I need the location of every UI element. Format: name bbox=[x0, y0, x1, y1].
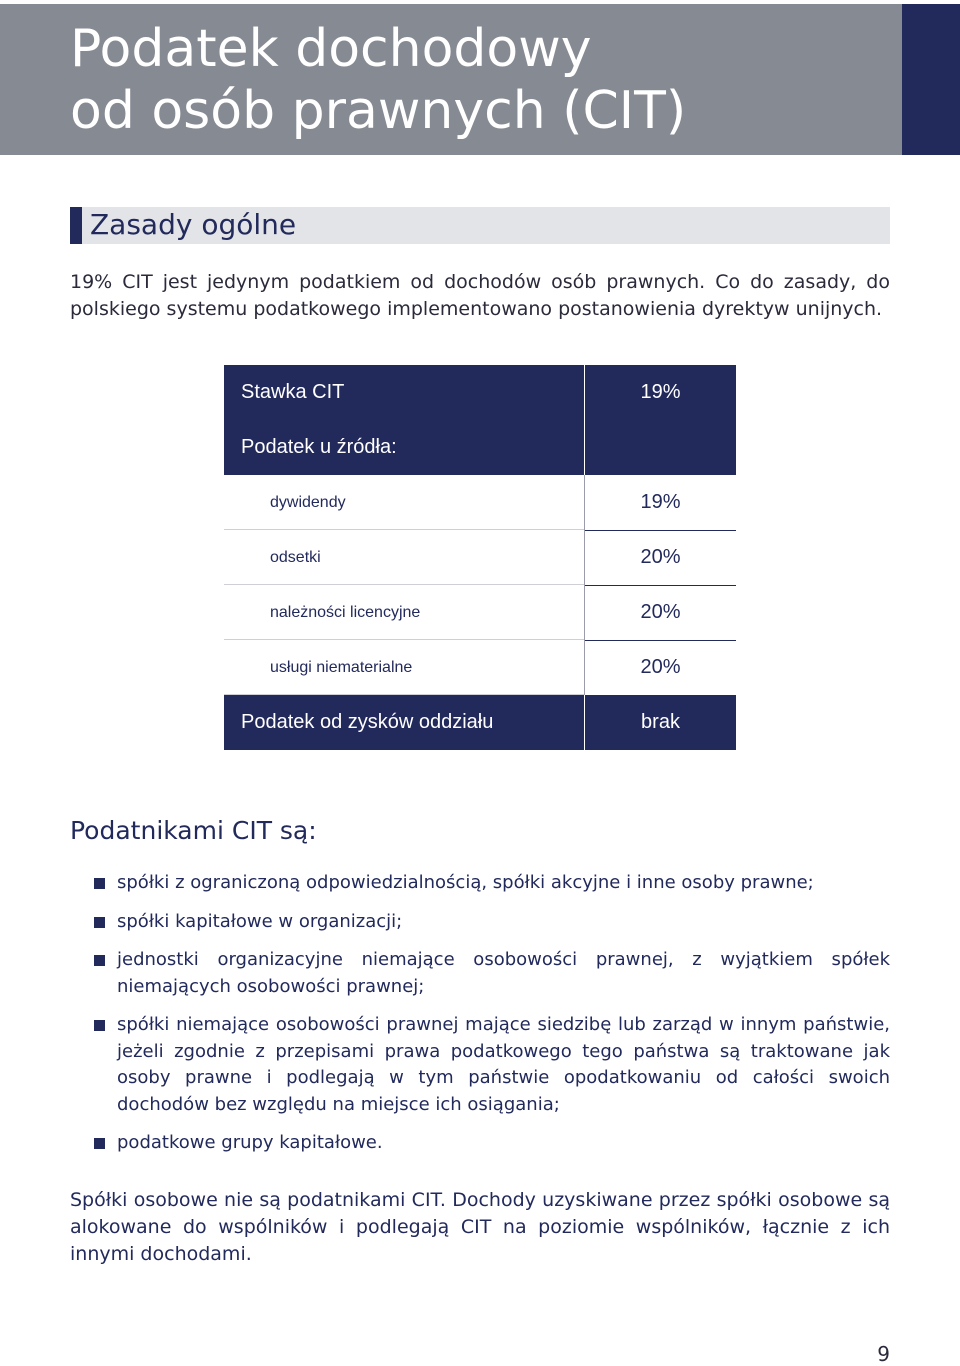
row-label: usługi niematerialne bbox=[224, 640, 584, 695]
list-item-text: jednostki organizacyjne niemające osobowości prawnej, z wyjątkiem spółek niemających osobowości prawnej; bbox=[117, 949, 890, 997]
cit-rates-table bbox=[224, 365, 736, 750]
row-value bbox=[585, 420, 736, 475]
row-value: 20% bbox=[585, 585, 736, 641]
list-item bbox=[70, 909, 890, 936]
list-item-text: podatkowe grupy kapitałowe. bbox=[117, 1132, 383, 1153]
page-title bbox=[70, 18, 686, 142]
table-row bbox=[224, 530, 736, 585]
page-number: 9 bbox=[877, 1342, 890, 1366]
list-item bbox=[70, 1130, 890, 1157]
square-bullet-icon bbox=[94, 878, 105, 889]
list-item bbox=[70, 870, 890, 897]
row-label: Stawka CIT bbox=[224, 365, 584, 420]
taxpayers-list bbox=[70, 870, 890, 1169]
row-label: należności licencyjne bbox=[224, 585, 584, 640]
list-item bbox=[70, 947, 890, 1000]
taxpayers-heading: Podatnikami CIT są: bbox=[70, 816, 317, 845]
square-bullet-icon bbox=[94, 1138, 105, 1149]
list-item-text: spółki kapitałowe w organizacji; bbox=[117, 910, 403, 932]
page-title-line-1: Podatek dochodowy bbox=[70, 19, 592, 79]
row-value: 19% bbox=[585, 475, 736, 531]
section-title: Zasady ogólne bbox=[90, 208, 297, 241]
square-bullet-icon bbox=[94, 1020, 105, 1031]
square-bullet-icon bbox=[94, 917, 105, 928]
row-label: Podatek u źródła: bbox=[224, 420, 584, 475]
banner-accent-bar bbox=[902, 4, 960, 155]
table-row bbox=[224, 585, 736, 640]
section-marker bbox=[70, 207, 82, 244]
table-row bbox=[224, 695, 736, 750]
list-item bbox=[70, 1012, 890, 1118]
row-value: 20% bbox=[585, 530, 736, 586]
row-value: brak bbox=[585, 695, 736, 750]
intro-paragraph: 19% CIT jest jedynym podatkiem od dochodów osób prawnych. Co do zasady, do polskiego systemu podatkowego implementowano postanowienia dyrektyw unijnych. bbox=[70, 271, 890, 320]
table-row bbox=[224, 640, 736, 695]
page-title-line-2: od osób prawnych (CIT) bbox=[70, 81, 687, 141]
row-value: 19% bbox=[585, 365, 736, 420]
list-item-text: spółki z ograniczoną odpowiedzialnością, spółki akcyjne i inne osoby prawne; bbox=[117, 872, 814, 893]
table-row bbox=[224, 475, 736, 530]
row-label: Podatek od zysków oddziału bbox=[224, 695, 584, 750]
closing-paragraph: Spółki osobowe nie są podatnikami CIT. Dochody uzyskiwane przez spółki osobowe są alokowane do wspólników i podlegają CIT na poziomie wspólników, łącznie z ich innymi dochodami. bbox=[70, 1189, 890, 1265]
row-label: odsetki bbox=[224, 530, 584, 585]
list-item-text: spółki niemające osobowości prawnej mające siedzibę lub zarząd w innym państwie, jeżeli zgodnie z przepisami prawa podatkowego tego państwa są traktowane jak osoby prawne i podlegają w tym państwie opodatkowaniu od całości swoich dochodów bez względu na miejsce ich osiągania; bbox=[117, 1014, 890, 1115]
square-bullet-icon bbox=[94, 955, 105, 966]
row-value: 20% bbox=[585, 640, 736, 696]
table-row bbox=[224, 420, 736, 475]
row-label: dywidendy bbox=[224, 475, 584, 530]
section-header bbox=[70, 207, 890, 244]
table-row bbox=[224, 365, 736, 420]
